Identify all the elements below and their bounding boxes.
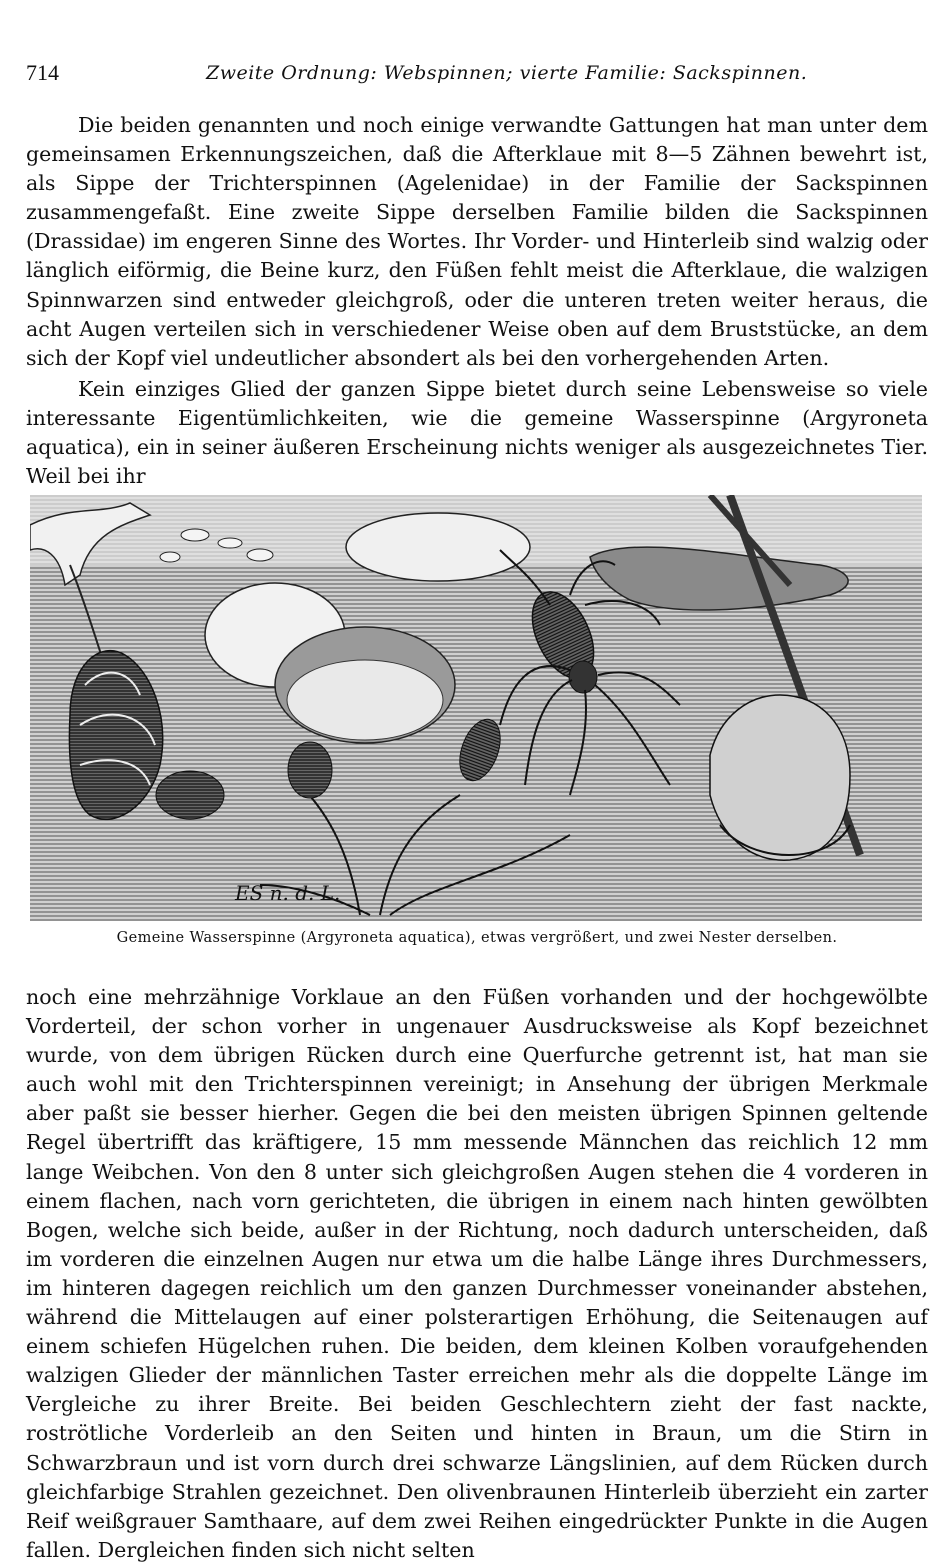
page-number: 714 [26,60,59,85]
running-title: Zweite Ordnung: Webspinnen; vierte Familie: Sackspinnen. [206,62,808,84]
paragraph-wasserspinne-description: noch eine mehrzähnige Vorklaue an den Füßen vorhanden und der hochgewölbte Vorderteil, der schon vorher in ungenauer Ausdrucksweise als Kopf bezeichnet wurde, von dem übrigen Rücken durch eine Querfurche getrennt ist, hat man sie auch wohl mit den Trichterspinnen vereinigt; in Ansehung der übrigen Merkmale aber paßt sie besser hierher. Gegen die bei den meisten übrigen Spinnen geltende Regel übertrifft das kräftigere, 15 mm messende Männchen das reichlich 12 mm lange Weibchen. Von den 8 unter sich gleichgroßen Augen stehen die 4 vorderen in einem flachen, nach vorn gerichteten, die übrigen in einem nach hinten gewölbten Bogen, welche sich beide, außer in der Richtung, noch dadurch unterscheiden, daß im vorderen die einzelnen Augen nur etwa um die halbe Länge ihres Durchmessers, im hinteren dagegen reichlich um den ganzen Durchmesser voneinander abstehen, während die Mittelaugen auf einer polsterartigen Erhöhung, die Seitenaugen auf einem schiefen Hügelchen ruhen. Die beiden, dem kleinen Kolben voraufgehenden walzigen Glieder der männlichen Taster erreichen mehr als die doppelte Länge im Vergleiche zu ihrer Breite. Bei beiden Geschlechtern zieht der fast nackte, roströtliche Vorderleib an den Seiten und hinten in Braun, um die Stirn in Schwarzbraun und ist vorn durch drei schwarze Längslinien, auf dem Rücken durch gleichfarbige Strahlen gezeichnet. Den olivenbraunen Hinterleib überzieht ein zarter Reif weißgrauer Samthaare, auf dem zwei Reihen eingedrückter Punkte in die Augen fallen. Dergleichen finden sich nicht selten [26,985,928,1562]
paragraph-agelenidae-drassidae: Die beiden genannten und noch einige verwandte Gattungen hat man unter dem gemeinsamen Erkennungszeichen, daß die Afterklaue mit 8—5 Zähnen bewehrt ist, als Sippe der Trichterspinnen (Agelenidae) in der Familie der Sackspinnen zusammengefaßt. Eine zweite Sippe derselben Familie bilden die Sackspinnen (Drassidae) im engeren Sinne des Wortes. Ihr Vorder- und Hinterleib sind walzig oder länglich eiförmig, die Beine kurz, den Füßen fehlt meist die Afterklaue, die walzigen Spinnwarzen sind entweder gleichgroß, oder die unteren treten weiter heraus, die acht Augen verteilen sich in verschiedener Weise oben auf dem Bruststücke, an dem sich der Kopf viel undeutlicher absondert als bei den vorhergehenden Arten. [26,113,928,370]
engraver-signature: ES n. d. L. [235,881,341,905]
water-spider-engraving [30,495,922,921]
figure-caption: Gemeine Wasserspinne (Argyroneta aquatica), etwas vergrößert, und zwei Nester derselben. [116,930,838,946]
paragraph-wasserspinne-intro: Kein einziges Glied der ganzen Sippe bietet durch seine Lebensweise so viele interessante Eigentümlichkeiten, wie die gemeine Wasserspinne (Argyroneta aquatica), ein in seiner äußeren Erscheinung nichts weniger als ausgezeichnetes Tier. Weil bei ihr [26,377,928,489]
page-header [26,60,924,90]
